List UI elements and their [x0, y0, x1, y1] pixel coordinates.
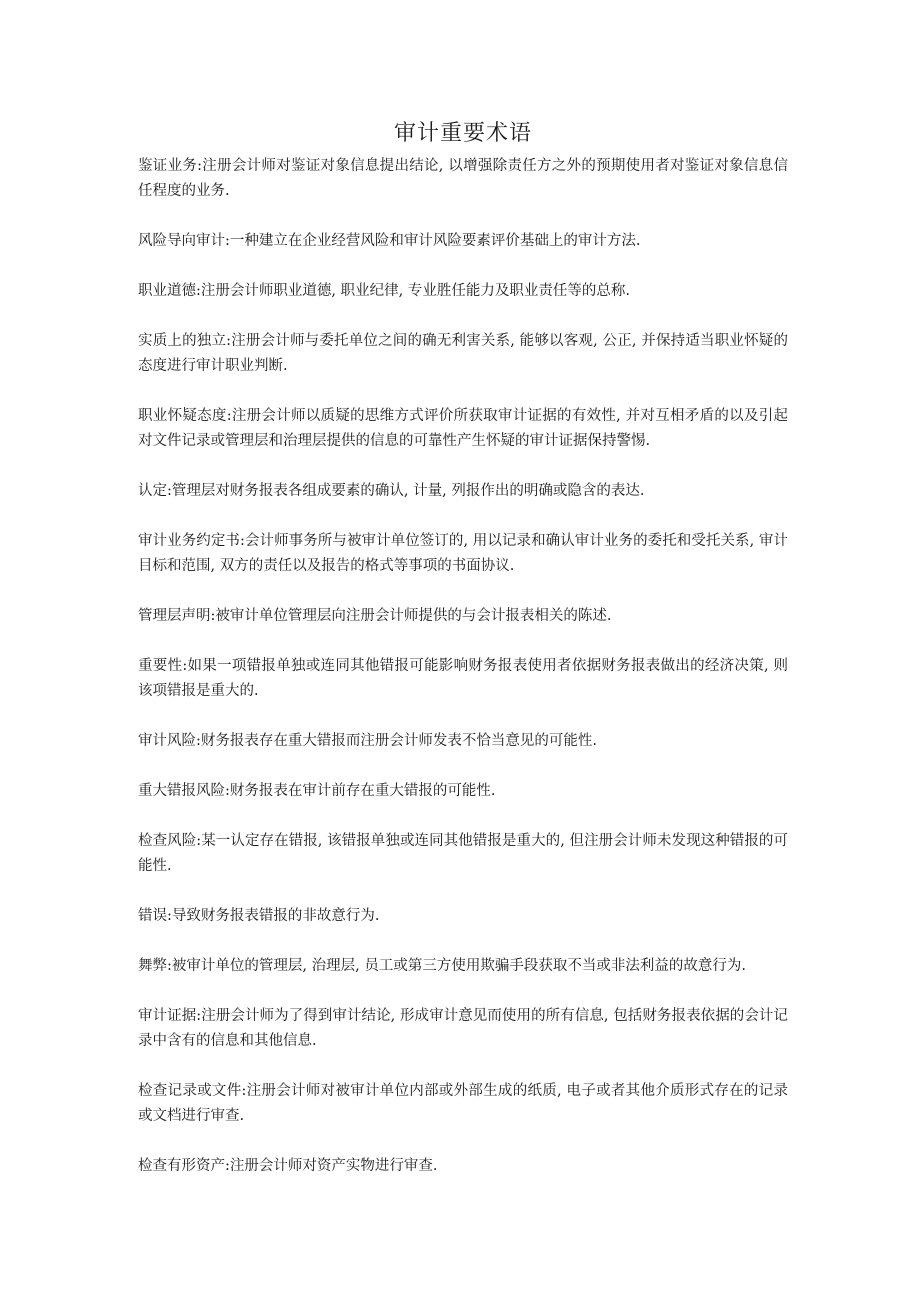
- term-paragraph: 认定:管理层对财务报表各组成要素的确认, 计量, 列报作出的明确或隐含的表达.: [138, 483, 645, 499]
- term-paragraph: 检查记录或文件:注册会计师对被审计单位内部或外部生成的纸质, 电子或者其他介质形式存在的记录或文档进行审查.: [138, 1083, 788, 1124]
- term-paragraph: 审计风险:财务报表存在重大错报而注册会计师发表不恰当意见的可能性.: [138, 733, 597, 749]
- term-paragraph: 错误:导致财务报表错报的非故意行为.: [138, 908, 380, 924]
- document-title: 审计重要术语: [393, 121, 532, 146]
- term-paragraph: 审计业务约定书:会计师事务所与被审计单位签订的, 用以记录和确认审计业务的委托和受托关系, 审计目标和范围, 双方的责任以及报告的格式等事项的书面协议.: [138, 533, 788, 574]
- term-paragraph: 职业道德:注册会计师职业道德, 职业纪律, 专业胜任能力及职业责任等的总称.: [138, 283, 630, 299]
- term-paragraph: 检查有形资产:注册会计师对资产实物进行审查.: [138, 1158, 438, 1174]
- term-paragraph: 职业怀疑态度:注册会计师以质疑的思维方式评价所获取审计证据的有效性, 并对互相矛盾的以及引起对文件记录或管理层和治理层提供的信息的可靠性产生怀疑的审计证据保持警惕.: [138, 408, 788, 449]
- term-paragraph: 审计证据:注册会计师为了得到审计结论, 形成审计意见而使用的所有信息, 包括财务报表依据的会计记录中含有的信息和其他信息.: [138, 1008, 788, 1049]
- term-paragraph: 风险导向审计:一种建立在企业经营风险和审计风险要素评价基础上的审计方法.: [138, 233, 641, 249]
- term-paragraph: 舞弊:被审计单位的管理层, 治理层, 员工或第三方使用欺骗手段获取不当或非法利益的故意行为.: [138, 958, 746, 974]
- document-page: [138, 117, 788, 1204]
- term-paragraph: 鉴证业务:注册会计师对鉴证对象信息提出结论, 以增强除责任方之外的预期使用者对鉴证对象信息信任程度的业务.: [138, 158, 788, 199]
- term-paragraph: 重要性:如果一项错报单独或连同其他错报可能影响财务报表使用者依据财务报表做出的经济决策, 则该项错报是重大的.: [138, 658, 788, 699]
- term-list: [138, 154, 788, 1179]
- term-paragraph: 重大错报风险:财务报表在审计前存在重大错报的可能性.: [138, 783, 496, 799]
- term-paragraph: 实质上的独立:注册会计师与委托单位之间的确无利害关系, 能够以客观, 公正, 并保持适当职业怀疑的态度进行审计职业判断.: [138, 333, 788, 374]
- term-paragraph: 管理层声明:被审计单位管理层向注册会计师提供的与会计报表相关的陈述.: [138, 608, 612, 624]
- term-paragraph: 检查风险:某一认定存在错报, 该错报单独或连同其他错报是重大的, 但注册会计师未发现这种错报的可能性.: [138, 833, 788, 874]
